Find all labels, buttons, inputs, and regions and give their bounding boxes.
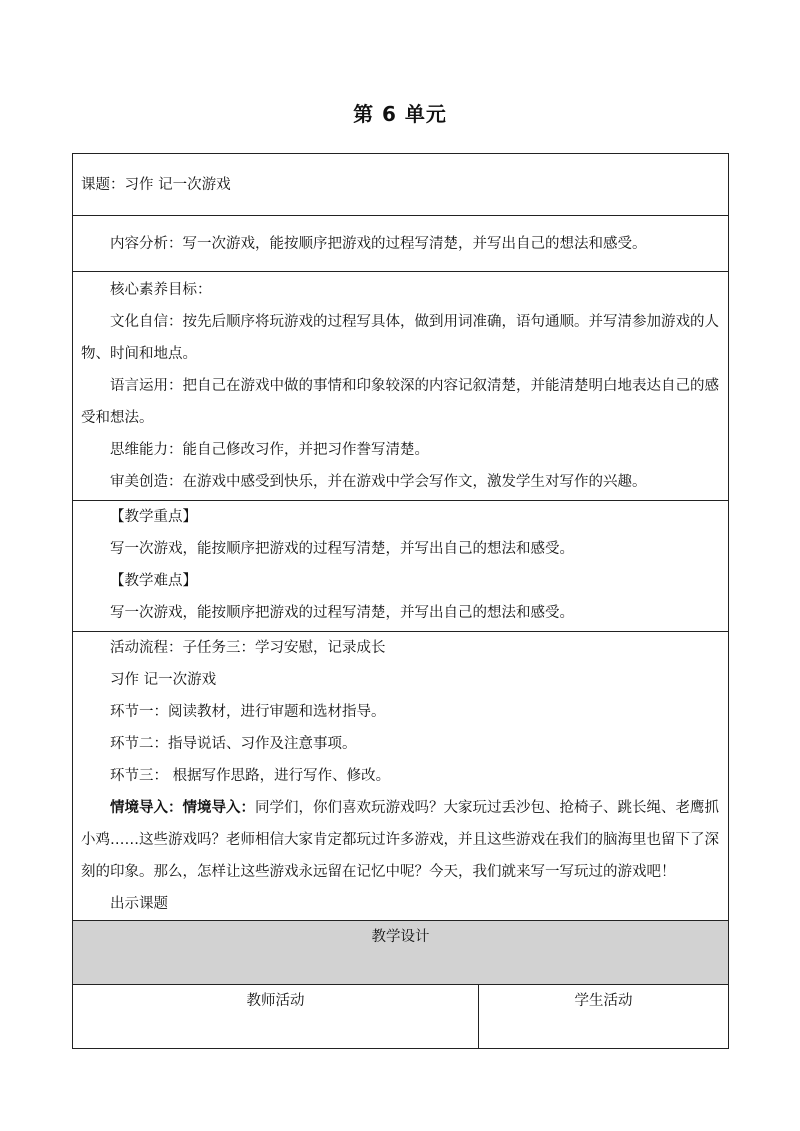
activity-columns-row <box>73 985 729 1049</box>
activity-step-3: 环节三： 根据写作思路，进行写作、修改。 <box>110 768 391 784</box>
content-analysis-row <box>73 216 729 272</box>
design-header: 教学设计 <box>371 929 430 945</box>
core-goals-row <box>73 272 729 501</box>
goal-cultural-confidence: 文化自信：按先后顺序将玩游戏的过程写具体，做到用词准确，语句通顺。并写清参加游戏的人物、时间和地点。 <box>81 314 719 362</box>
core-goals-heading: 核心素养目标： <box>110 282 212 298</box>
content-analysis: 内容分析：写一次游戏，能按顺序把游戏的过程写清楚，并写出自己的想法和感受。 <box>110 235 647 252</box>
teacher-activity-header: 教师活动 <box>246 993 305 1009</box>
lesson-plan-table <box>72 153 729 1049</box>
design-header-row <box>73 921 729 985</box>
lesson-title-cell <box>73 154 729 216</box>
teaching-focus-text: 写一次游戏，能按顺序把游戏的过程写清楚，并写出自己的想法和感受。 <box>110 541 574 557</box>
design-header-cell <box>73 921 729 985</box>
lesson-title-row <box>73 154 729 216</box>
situation-intro-label: 情境导入：情境导入： <box>110 800 255 816</box>
activity-topic: 习作 记一次游戏 <box>110 672 217 688</box>
goal-aesthetic-creation: 审美创造：在游戏中感受到快乐，并在游戏中学会写作文，激发学生对写作的兴趣。 <box>110 474 647 490</box>
teaching-difficulty-heading: 【教学难点】 <box>110 573 197 589</box>
teacher-activity-cell <box>73 985 479 1049</box>
content-analysis-cell <box>73 216 729 272</box>
student-activity-cell <box>479 985 729 1049</box>
key-points-row <box>73 501 729 632</box>
situation-intro <box>81 792 720 888</box>
key-points-cell <box>73 501 729 632</box>
activity-step-2: 环节二：指导说话、习作及注意事项。 <box>110 736 357 752</box>
show-topic: 出示课题 <box>110 896 168 912</box>
activity-row <box>73 632 729 921</box>
goal-thinking-ability: 思维能力：能自己修改习作，并把习作誊写清楚。 <box>110 442 429 458</box>
student-activity-header: 学生活动 <box>574 993 633 1009</box>
page-title: 第 6 单元 <box>353 102 447 126</box>
core-goals-cell <box>73 272 729 501</box>
activity-flow: 活动流程：子任务三：学习安慰，记录成长 <box>110 640 386 656</box>
teaching-focus-heading: 【教学重点】 <box>110 509 197 525</box>
activity-step-1: 环节一：阅读教材，进行审题和选材指导。 <box>110 704 386 720</box>
activity-cell <box>73 632 729 921</box>
lesson-title: 课题：习作 记一次游戏 <box>81 176 231 193</box>
goal-language-use: 语言运用：把自己在游戏中做的事情和印象较深的内容记叙清楚，并能清楚明白地表达自己的感受和想法。 <box>81 378 719 426</box>
situation-intro-text: 同学们，你们喜欢玩游戏吗？大家玩过丢沙包、抢椅子、跳长绳、老鹰抓小鸡……这些游戏吗？老师相信大家肯定都玩过许多游戏，并且这些游戏在我们的脑海里也留下了深刻的印象。那么，怎样让这些游戏永远留在记忆中呢？今天，我们就来写一写玩过的游戏吧！ <box>81 800 719 880</box>
teaching-difficulty-text: 写一次游戏，能按顺序把游戏的过程写清楚，并写出自己的想法和感受。 <box>110 605 574 621</box>
